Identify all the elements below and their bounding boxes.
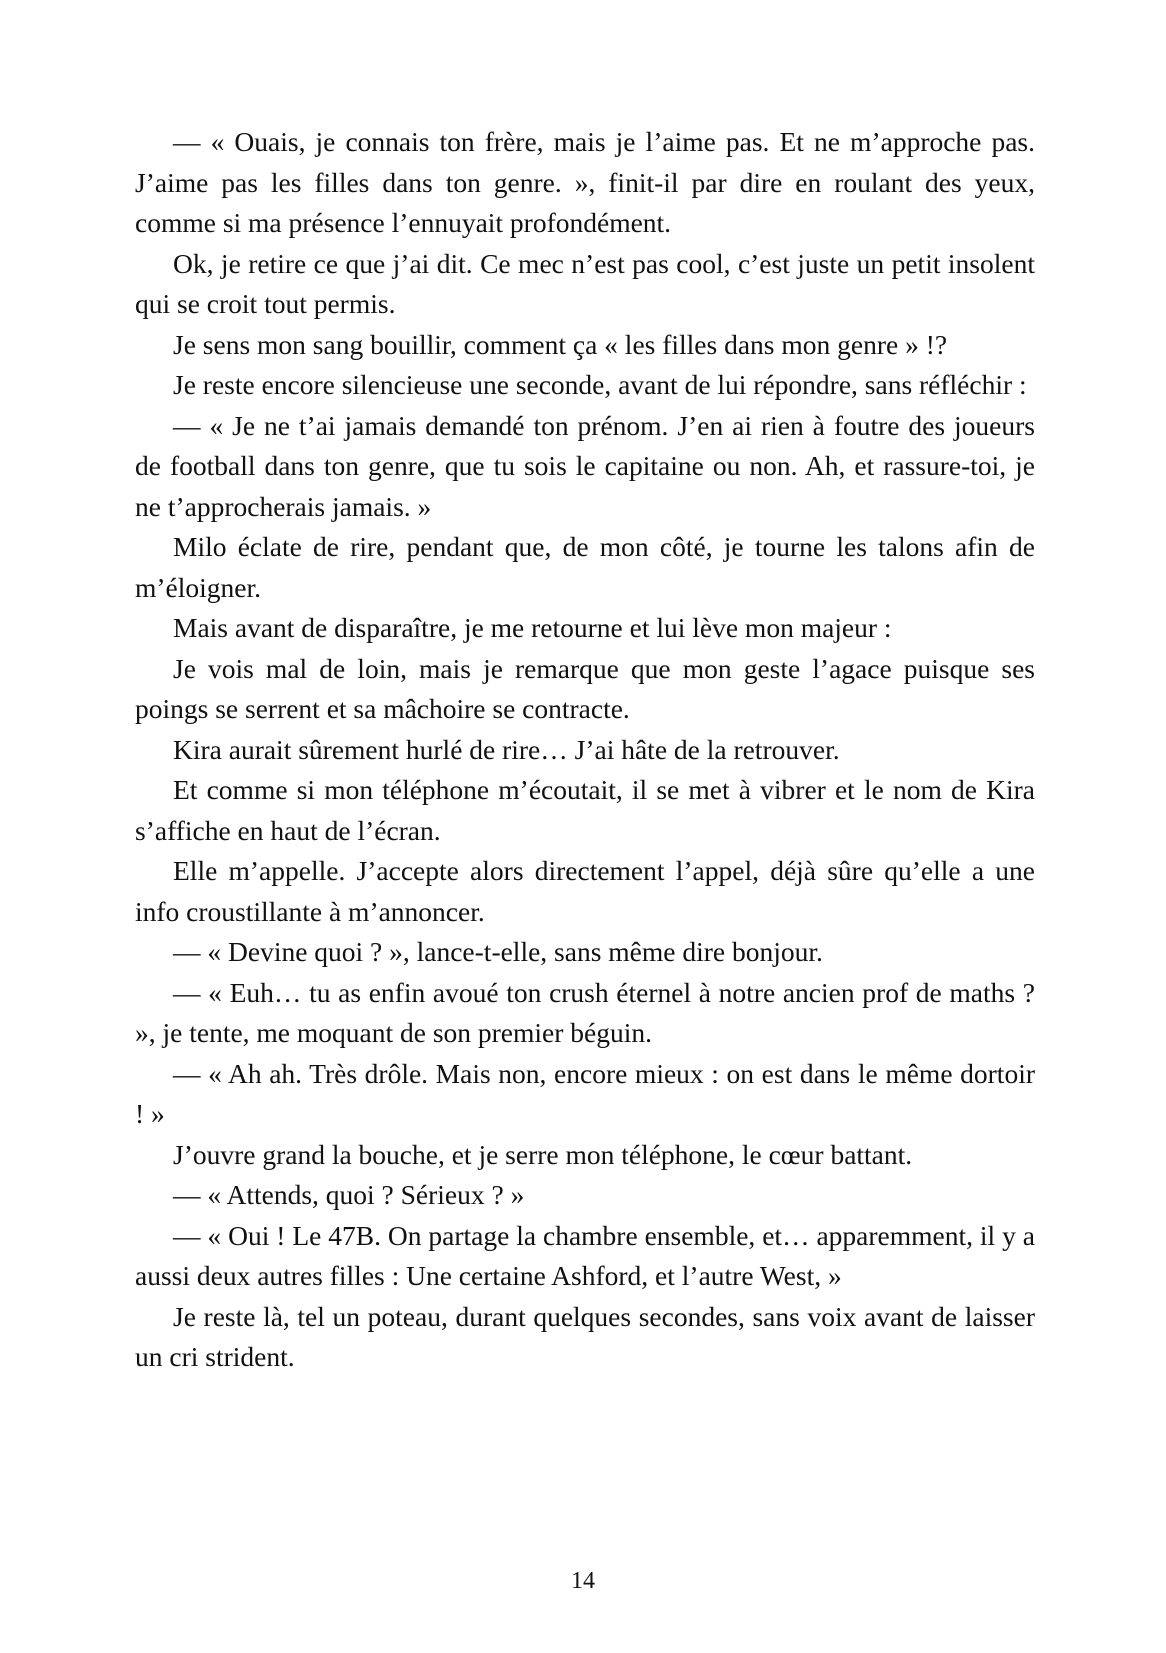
paragraph: Je sens mon sang bouillir, comment ça « les filles dans mon genre » !? <box>173 328 948 360</box>
paragraph: Elle m’appelle. J’accepte alors directement l’appel, déjà sûre qu’elle a une info croustillante à m’annoncer. <box>135 855 1035 927</box>
paragraph: — « Ouais, je connais ton frère, mais je l’aime pas. Et ne m’approche pas. J’aime pas les filles dans ton genre. », finit-il par dire en roulant des yeux, comme si ma présence l’ennuyait profondément. <box>135 126 1035 238</box>
paragraph: — « Euh… tu as enfin avoué ton crush éternel à notre ancien prof de maths ? », je tente, me moquant de son premier béguin. <box>135 976 1035 1048</box>
page-number: 14 <box>571 1568 595 1594</box>
paragraph: Kira aurait sûrement hurlé de rire… J’ai hâte de la retrouver. <box>173 733 840 765</box>
paragraph: Je vois mal de loin, mais je remarque que mon geste l’agace puisque ses poings se serrent et sa mâchoire se contracte. <box>135 652 1035 724</box>
paragraph: — « Devine quoi ? », lance-t-elle, sans même dire bonjour. <box>173 936 823 967</box>
paragraph: Ok, je retire ce que j’ai dit. Ce mec n’est pas cool, c’est juste un petit insolent qui se croit tout permis. <box>135 247 1035 319</box>
page-body <box>135 122 1035 1378</box>
paragraph: — « Oui ! Le 47B. On partage la chambre ensemble, et… apparemment, il y a aussi deux autres filles : Une certaine Ashford, et l’autre West, » <box>135 1219 1035 1291</box>
paragraph: Je reste là, tel un poteau, durant quelques secondes, sans voix avant de laisser un cri strident. <box>135 1300 1035 1372</box>
paragraph: — « Attends, quoi ? Sérieux ? » <box>173 1179 525 1210</box>
paragraph: Mais avant de disparaître, je me retourne et lui lève mon majeur : <box>173 612 892 643</box>
paragraph: Milo éclate de rire, pendant que, de mon côté, je tourne les talons afin de m’éloigner. <box>135 531 1035 603</box>
paragraph: Je reste encore silencieuse une seconde, avant de lui répondre, sans réfléchir : <box>173 369 1027 400</box>
paragraph: J’ouvre grand la bouche, et je serre mon téléphone, le cœur battant. <box>173 1138 913 1170</box>
paragraph: — « Ah ah. Très drôle. Mais non, encore mieux : on est dans le même dortoir ! » <box>135 1057 1035 1129</box>
paragraph: Et comme si mon téléphone m’écoutait, il se met à vibrer et le nom de Kira s’affiche en haut de l’écran. <box>135 774 1035 846</box>
paragraph: — « Je ne t’ai jamais demandé ton prénom. J’en ai rien à foutre des joueurs de football dans ton genre, que tu sois le capitaine ou non. Ah, et rassure-toi, je ne t’approcherais jamais. » <box>135 409 1035 522</box>
